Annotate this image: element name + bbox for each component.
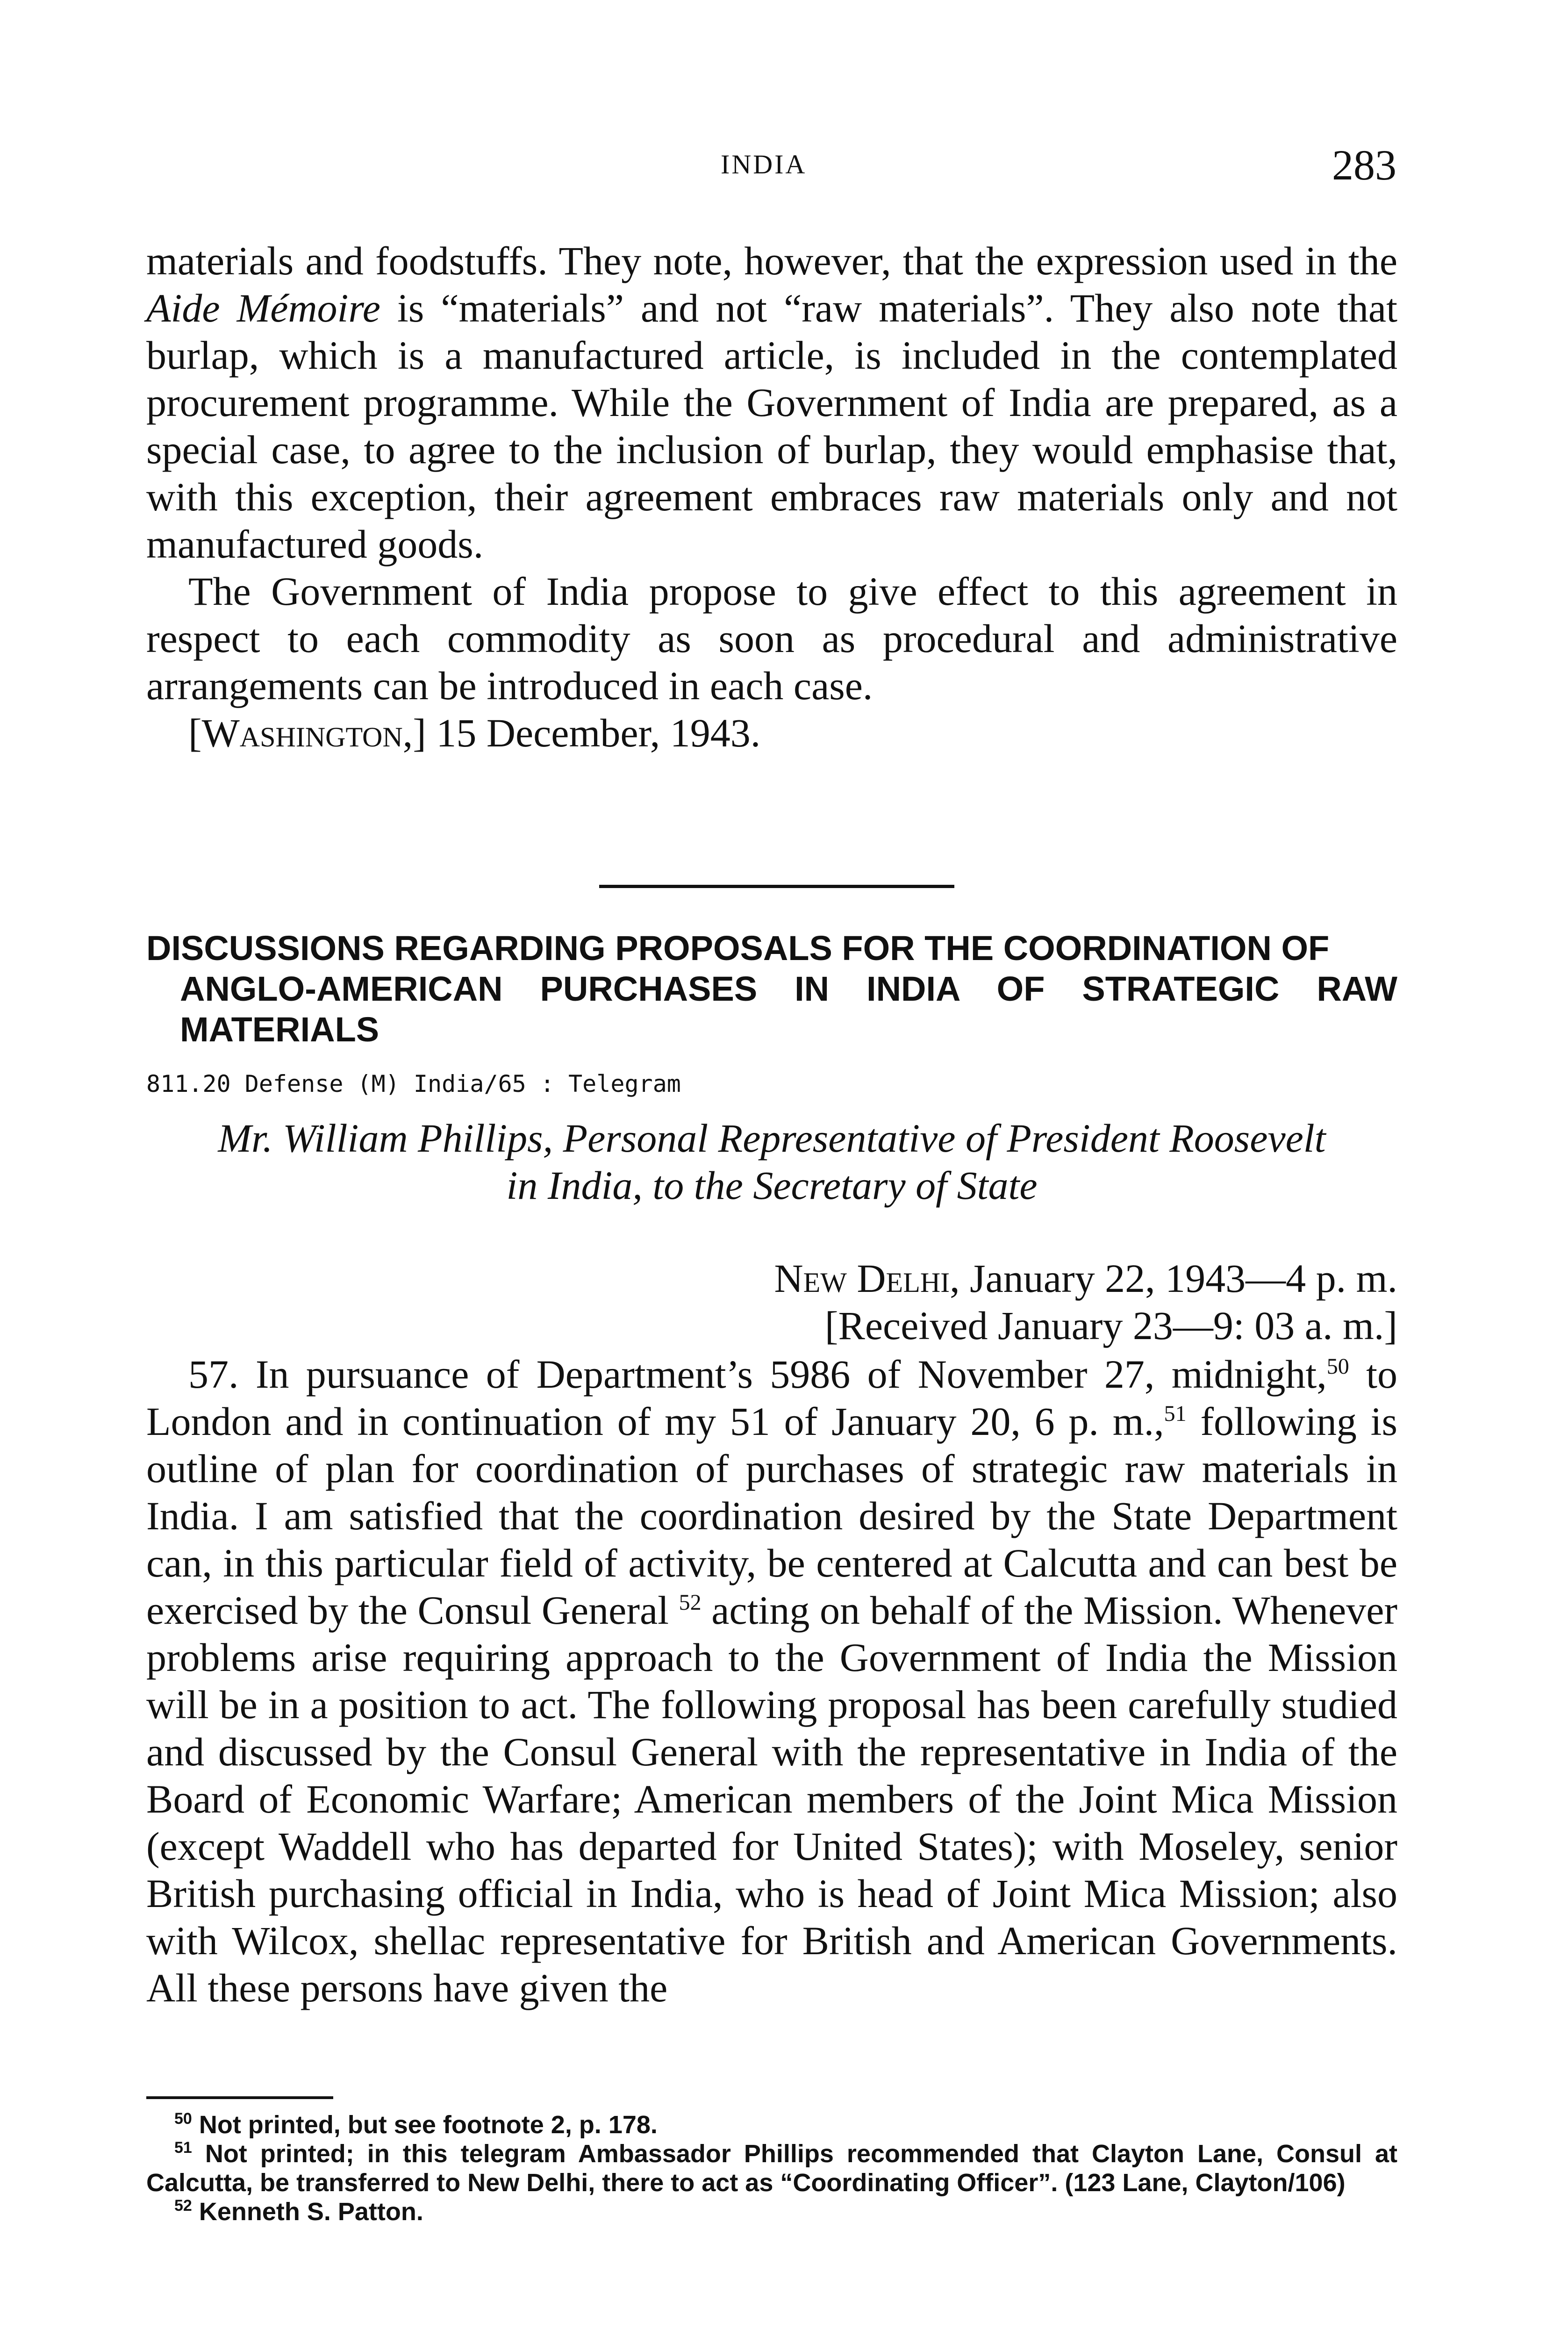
- file-reference: 811.20 Defense (M) India/65 : Telegram: [146, 1070, 681, 1097]
- telegram-text-4: acting on behalf of the Mission. Whenever problems arise requiring approach to the Government of India the Mission will be in a position to act. The following proposal has been carefully studied and discussed by the Consul General with the representative in India of the Board of Economic Warfare; American members of the Joint Mica Mission (except Waddell who has departed for United States); with Moseley, senior British purchasing official in India, who is head of Joint Mica Mission; also with Wilcox, shellac representative for British and American Governments. All these persons have given the: [146, 1588, 1398, 2010]
- document-title-block: [146, 1115, 1397, 1209]
- sent-place: New Delhi,: [774, 1256, 960, 1301]
- section-title: [146, 928, 1397, 1050]
- footnote-text: Not printed; in this telegram Ambassador Phillips recommended that Clayton Lane, Consul at Calcutta, be transferred to New Delhi, there to act as “Coordinating Officer”. (123 Lane, Clayton/106): [146, 2140, 1397, 2197]
- sent-time: January 22, 1943—4 p. m.: [970, 1256, 1397, 1301]
- footnotes: [146, 2110, 1397, 2226]
- document-title-line1: Mr. William Phillips, Personal Representative of President Roosevelt: [218, 1116, 1326, 1161]
- section-heading: [146, 928, 1397, 1050]
- document-title-line2: in India, to the Secretary of State: [506, 1163, 1038, 1208]
- footnote-text: Kenneth S. Patton.: [199, 2198, 423, 2226]
- footnote-rule: [146, 2096, 333, 2099]
- received-dateline: [Received January 23—9: 03 a. m.]: [824, 1303, 1397, 1348]
- paragraph-government-proposal: The Government of India propose to give effect to this agreement in respect to each commodity as soon as procedural and administrative arrangements can be introduced in each case.: [146, 569, 1397, 708]
- footnote-ref-51: 51: [1164, 1401, 1187, 1426]
- footnote-list: [146, 2110, 1397, 2226]
- telegram-text-2: to London and in continuation of my 51 of January 20, 6 p. m.,: [146, 1352, 1397, 1444]
- paragraph-text-pre: materials and foodstuffs. They note, however, that the expression used in the: [146, 238, 1397, 283]
- footnote-51: [146, 2139, 1397, 2197]
- continuation-text: [146, 237, 1397, 757]
- telegram-text-1: 57. In pursuance of Department’s 5986 of November 27, midnight,: [188, 1352, 1327, 1397]
- footnote-52: [146, 2197, 1397, 2226]
- footnote-number: 52: [174, 2197, 192, 2215]
- date-place: [Washington,]: [188, 710, 426, 755]
- paragraph-continued: [146, 237, 1397, 568]
- footnote-number: 51: [174, 2139, 192, 2157]
- date-value: 15 December, 1943.: [436, 710, 761, 755]
- paragraph-text-post: is “materials” and not “raw materials”. They also note that burlap, which is a manufactured article, is included in the contemplated procurement programme. While the Government of India are prepared, as a special case, to agree to the inclusion of burlap, they would emphasise that, with this exception, their agreement embraces raw materials only and not manufactured goods.: [146, 286, 1397, 566]
- dateline-block: [146, 1255, 1397, 1349]
- footnote-ref-52: 52: [679, 1590, 702, 1615]
- aide-memoire-italic: Aide Mémoire: [146, 286, 380, 330]
- telegram-paragraph: [146, 1351, 1397, 2012]
- file-reference-block: [146, 1070, 1397, 1097]
- page-number: 283: [1332, 141, 1396, 189]
- section-divider: [599, 885, 954, 888]
- running-title: INDIA: [721, 149, 807, 179]
- telegram-body: [146, 1351, 1397, 2012]
- sent-dateline: [146, 1255, 1397, 1302]
- footnote-50: [146, 2110, 1397, 2139]
- telegram-text-3: following is outline of plan for coordination of purchases of strategic raw materials in India. I am satisfied that the coordination desired by the State Department can, in this particular field of activity, be centered at Calcutta and can best be exercised by the Consul General: [146, 1399, 1397, 1633]
- footnote-ref-50: 50: [1326, 1354, 1349, 1379]
- section-title-line2: ANGLO-AMERICAN PURCHASES IN INDIA OF STRATEGIC RAW MATERIALS: [180, 969, 1397, 1049]
- footnote-number: 50: [174, 2110, 192, 2128]
- date-line: [146, 710, 1397, 757]
- footnote-text: Not printed, but see footnote 2, p. 178.: [199, 2111, 658, 2139]
- section-title-line1: DISCUSSIONS REGARDING PROPOSALS FOR THE COORDINATION OF: [146, 929, 1330, 968]
